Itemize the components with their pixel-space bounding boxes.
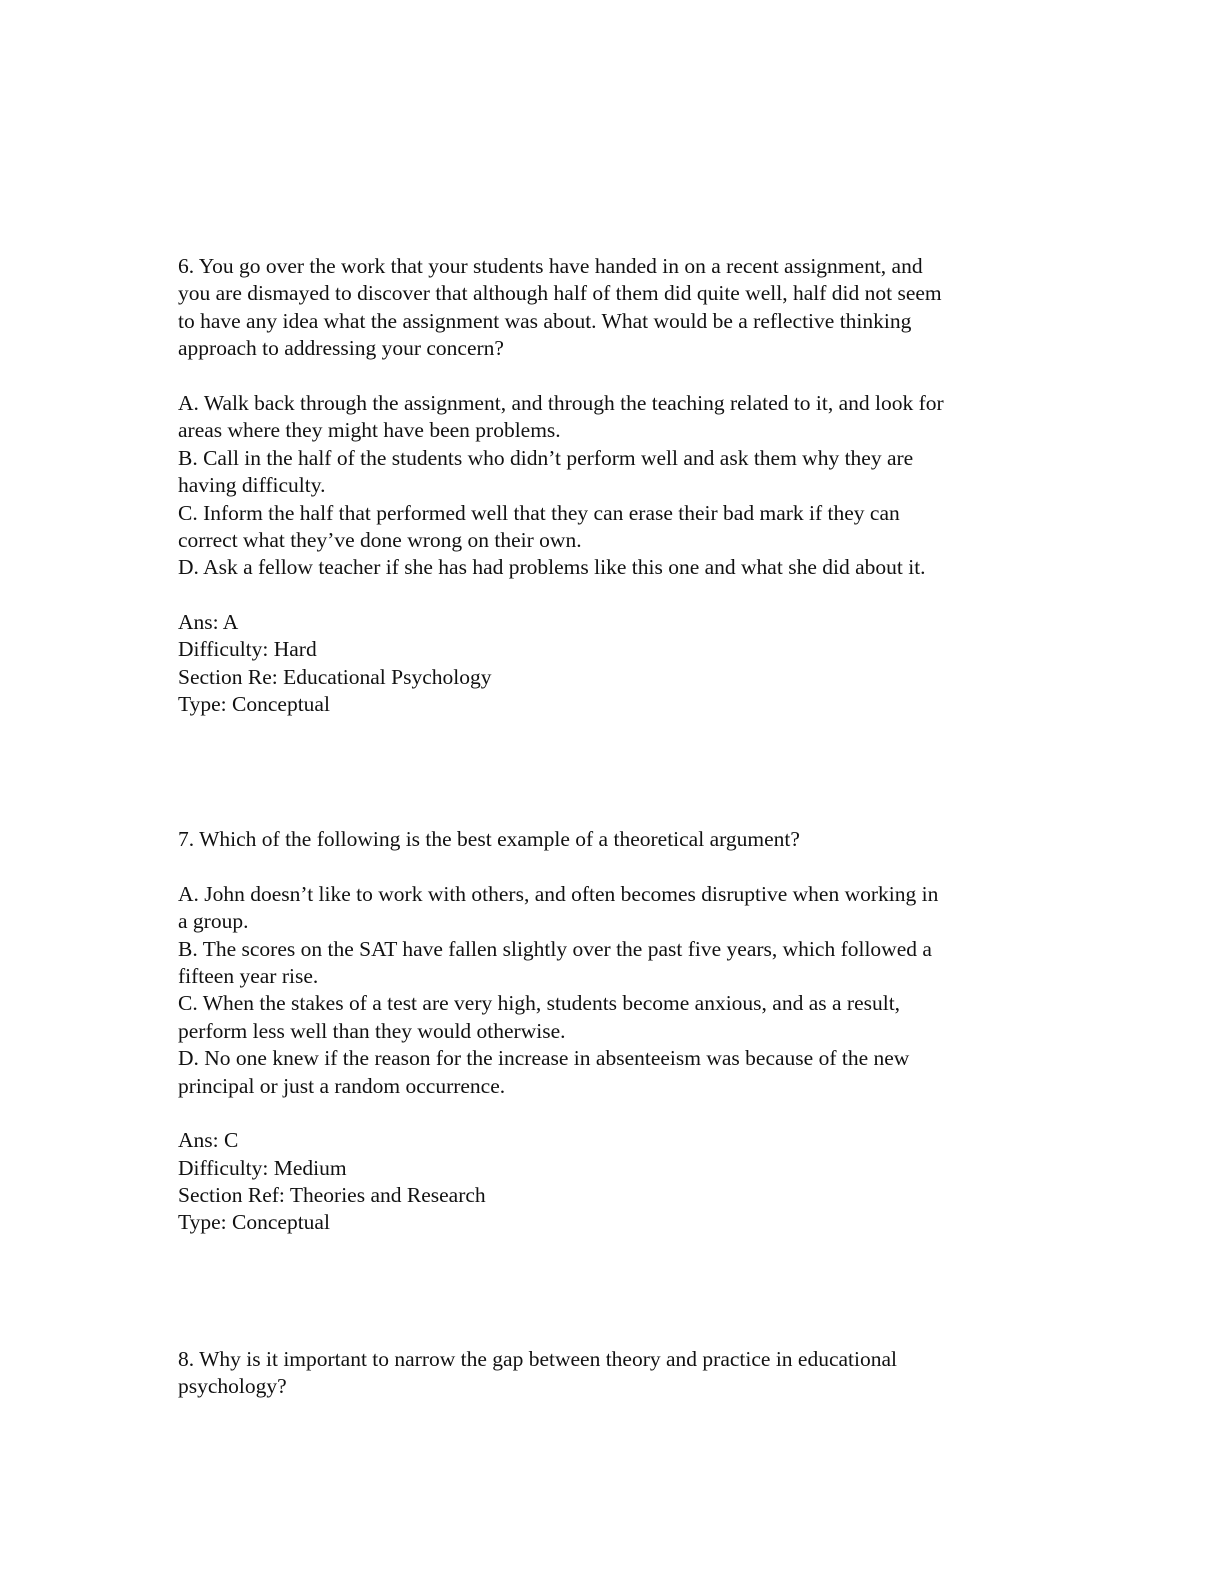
answer-options: [178, 881, 1058, 1100]
question-6: [178, 253, 1058, 719]
question-8: [178, 1346, 1058, 1401]
stem-line: approach to addressing your concern?: [178, 336, 504, 361]
question-metadata: [178, 609, 1058, 719]
option-b-line: B. Call in the half of the students who didn’t perform well and ask them why they are: [178, 445, 914, 470]
difficulty: Difficulty: Medium: [178, 1155, 347, 1180]
option-c-line: C. Inform the half that performed well that they can erase their bad mark if they can: [178, 500, 900, 525]
option-a-line: a group.: [178, 909, 249, 934]
blank-line: [178, 363, 1058, 390]
option-d-line: D. No one knew if the reason for the increase in absenteeism was because of the new: [178, 1046, 910, 1071]
blank-line: [178, 853, 1058, 880]
question-type: Type: Conceptual: [178, 1210, 330, 1235]
stem-line: 7. Which of the following is the best example of a theoretical argument?: [178, 827, 800, 851]
blank-line: [178, 1100, 1058, 1127]
question-stem: [178, 1346, 1058, 1401]
question-stem: [178, 826, 1058, 853]
section-reference: Section Re: Educational Psychology: [178, 664, 492, 689]
question-7: [178, 826, 1058, 1237]
answer-key: Ans: C: [178, 1128, 239, 1153]
option-b-line: B. The scores on the SAT have fallen slightly over the past five years, which followed a: [178, 936, 932, 961]
answer-key: Ans: A: [178, 610, 239, 635]
stem-line: 6. You go over the work that your students have handed in on a recent assignment, and: [178, 254, 923, 278]
option-b-line: fifteen year rise.: [178, 963, 319, 988]
option-c-line: correct what they’ve done wrong on their own.: [178, 527, 582, 552]
stem-line: to have any idea what the assignment was about. What would be a reflective thinking: [178, 308, 912, 333]
blank-line: [178, 582, 1058, 609]
option-a-line: areas where they might have been problems.: [178, 418, 561, 443]
question-type: Type: Conceptual: [178, 692, 330, 717]
stem-line: psychology?: [178, 1374, 287, 1399]
option-a-line: A. John doesn’t like to work with others, and often becomes disruptive when working in: [178, 881, 939, 906]
option-c-line: perform less well than they would otherwise.: [178, 1018, 566, 1043]
answer-options: [178, 390, 1058, 582]
option-d-line: principal or just a random occurrence.: [178, 1073, 506, 1098]
option-c-line: C. When the stakes of a test are very high, students become anxious, and as a result,: [178, 991, 901, 1016]
difficulty: Difficulty: Hard: [178, 637, 317, 662]
section-reference: Section Ref: Theories and Research: [178, 1183, 486, 1208]
stem-line: you are dismayed to discover that although half of them did quite well, half did not seem: [178, 281, 942, 306]
question-stem: [178, 253, 1058, 363]
stem-line: 8. Why is it important to narrow the gap between theory and practice in educational: [178, 1347, 898, 1371]
question-metadata: [178, 1127, 1058, 1237]
option-d-line: D. Ask a fellow teacher if she has had problems like this one and what she did about it.: [178, 555, 926, 580]
option-b-line: having difficulty.: [178, 473, 326, 498]
option-a-line: A. Walk back through the assignment, and through the teaching related to it, and look for: [178, 390, 944, 415]
